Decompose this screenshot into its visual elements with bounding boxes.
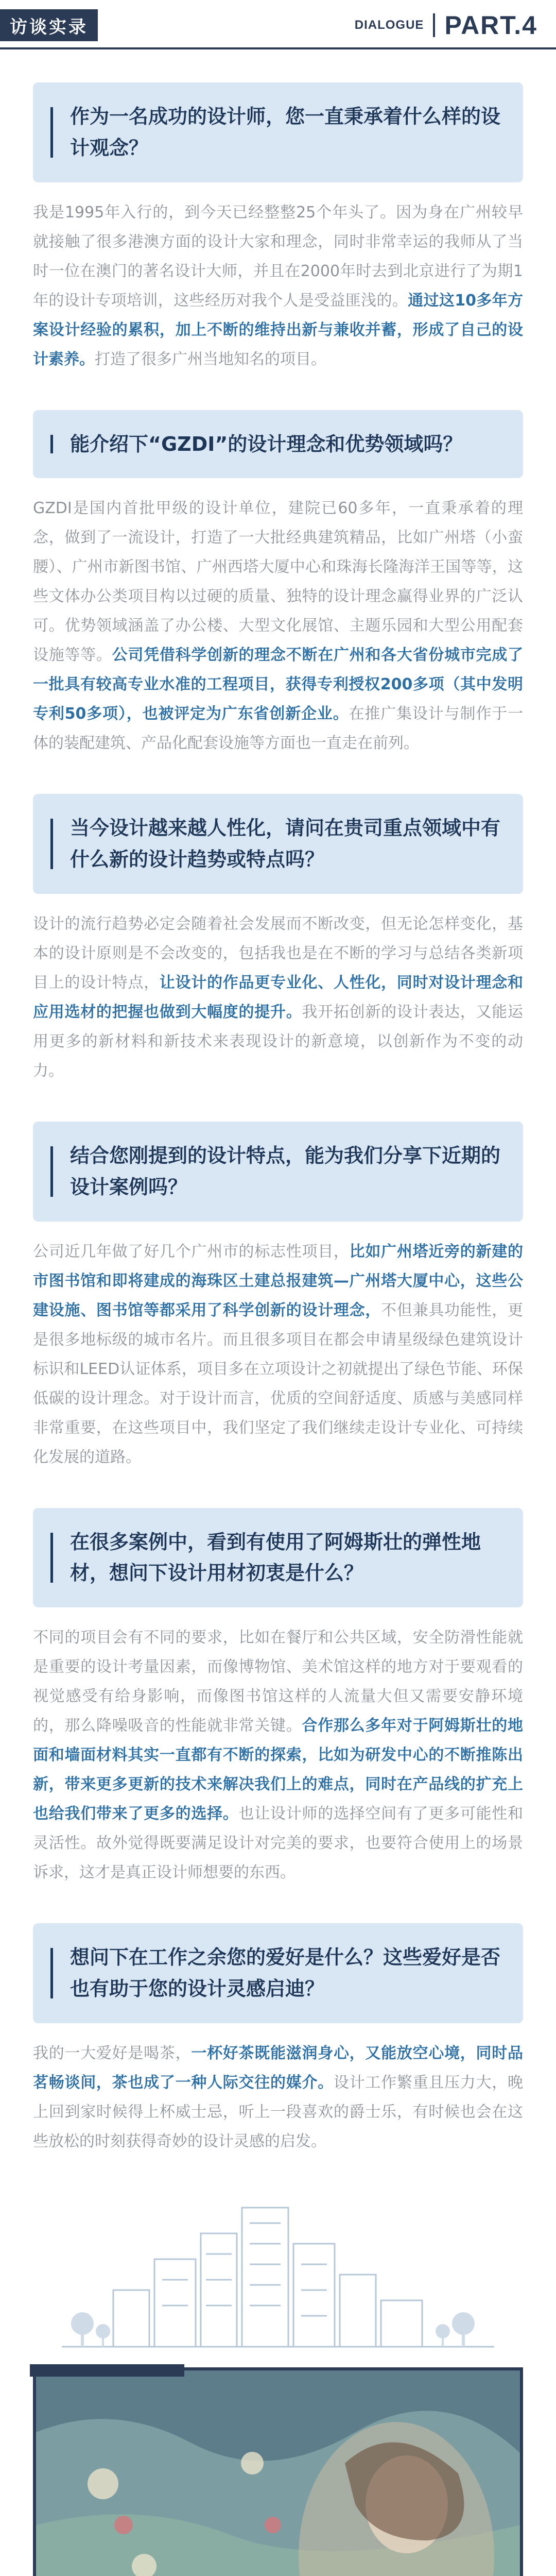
answer-segment: 在推广集设计与制作于一体的装配建筑、产品化配套设施等方面也一直走在前列。 (33, 705, 524, 753)
answer-segment: 不但兼具功能性，更是很多地标级的城市名片。而且很多项目在都会申请星级绿色建筑设计标识和LEED认证体系，项目多在立项设计之初就提出了绿色节能、环保低碳的设计理念。对于设计而言，优质的空间舒适度、质感与美感同样非常重要，在这些项目中，我们坚定了我们继续走设计专业化、可持续化发展的道路。 (33, 1301, 524, 1466)
qa-block (33, 1122, 523, 1472)
question-box (33, 1122, 523, 1222)
question-box (33, 1508, 523, 1608)
section-part-number: PART.4 (444, 11, 537, 40)
skyline-icon (0, 2177, 556, 2362)
answer-text (33, 198, 523, 374)
answer-highlight: 一杯好茶既能滋润身心，又能放空心境，同时品茗畅谈间，茶也成了一种人际交往的媒介。 (33, 2044, 524, 2092)
section-header (0, 0, 556, 49)
question-box (33, 82, 523, 182)
qa-block (33, 794, 523, 1086)
question-text: 在很多案例中，看到有使用了阿姆斯壮的弹性地材，想问下设计用材初衷是什么？ (70, 1530, 481, 1585)
section-subtitle: DIALOGUE (354, 18, 424, 32)
qa-block (33, 1923, 523, 2156)
answer-segment: 我开拓创新的设计表达，又能运用更多的新材料和新技术来表现设计的新意境，以创新作为不变的动力。 (33, 1003, 524, 1080)
answer-highlight: 让设计的作品更专业化、人性化，同时对设计理念和应用选材的把握也做到大幅度的提升。 (33, 973, 524, 1021)
question-box (33, 410, 523, 479)
answer-segment: 不同的项目会有不同的要求，比如在餐厅和公共区域，安全防滑性能就是重要的设计考量因素，而像博物馆、美术馆这样的地方对于要观看的视觉感受有给身影响，而像图书馆这样的人流量大但又需要安静环境的，那么降噪吸音的性能就非常关键。 (33, 1629, 523, 1735)
answer-highlight: 比如广州塔近旁的新建的市图书馆和即将建成的海珠区土建总报建筑—广州塔大厦中心，这些公建设施、图书馆等都采用了科学创新的设计理念， (33, 1242, 524, 1319)
answer-segment: 设计工作繁重且压力大，晚上回到家时候得上杯威士忌，听上一段喜欢的爵士乐，有时候也会在这些放松的时刻获得奇妙的设计灵感的启发。 (33, 2073, 524, 2150)
section-tab: 访谈实录 (0, 9, 98, 41)
qa-block (33, 82, 523, 374)
answer-text (33, 909, 523, 1086)
question-text: 想问下在工作之余您的爱好是什么？这些爱好是否也有助于您的设计灵感启迪？ (70, 1946, 501, 2000)
answer-segment: 也让设计师的选择空间有了更多可能性和灵活性。故外觉得既要满足设计对完美的要求，也要符合使用上的场景诉求，这才是真正设计师想要的东西。 (33, 1805, 524, 1882)
qa-block (33, 410, 523, 758)
question-text: 作为一名成功的设计师，您一直秉承着什么样的设计观念？ (70, 105, 501, 159)
answer-text (33, 494, 523, 758)
question-box (33, 1923, 523, 2023)
qa-content (0, 82, 556, 2156)
answer-segment: 打造了很多广州当地知名的项目。 (95, 350, 326, 368)
answer-highlight: 通过这10多年方案设计经验的累积，加上不断的维持出新与兼收并蓄，形成了自己的设计素养。 (33, 291, 524, 368)
portrait-illustration-icon (36, 2370, 520, 2576)
question-text: 当今设计越来越人性化，请问在贵司重点领域中有什么新的设计趋势或特点吗？ (70, 817, 501, 871)
photo-frame (33, 2367, 523, 2576)
answer-segment: 设计的流行趋势必定会随着社会发展而不断改变，但无论怎样变化，基本的设计原则是不会改变的，包括我也是在不断的学习与总结各类新项目上的设计特点， (33, 914, 523, 992)
answer-text (33, 1623, 523, 1887)
header-right (355, 10, 537, 40)
photo-corner-deco (30, 2364, 184, 2377)
answer-text (33, 2039, 523, 2156)
question-text: 结合您刚提到的设计特点，能为我们分享下近期的设计案例吗？ (70, 1144, 501, 1198)
answer-highlight: 合作那么多年对于阿姆斯壮的地面和墙面材料其实一直都有不断的探索，比如为研发中心的不断推陈出新，带来更多更新的技术来解决我们上的难点，同时在产品线的扩充上也给我们带来了更多的选择。 (33, 1717, 524, 1823)
question-text: 能介绍下“GZDI”的设计理念和优势领域吗？ (70, 432, 463, 455)
city-skyline-illustration (0, 2177, 556, 2362)
designer-photo (33, 2367, 523, 2576)
answer-highlight: 公司凭借科学创新的理念不断在广州和各大省份城市完成了一批具有较高专业水准的工程项目，获得专利授权200多项（其中发明专利50多项），也被评定为广东省创新企业。 (33, 646, 524, 723)
answer-segment: GZDI是国内首批甲级的设计单位，建院已60多年，一直秉承着的理念，做到了一流设计，打造了一大批经典建筑精品，比如广州塔（小蛮腰）、广州市新图书馆、广州西塔大厦中心和珠海长隆海洋王国等等，这些文体办公类项目构以过硬的质量、独特的设计理念赢得业界的广泛认可。优势领域涵盖了办公楼、大型文化展馆、主题乐园和大型公用配套设施等等。 (33, 499, 523, 665)
question-box (33, 794, 523, 894)
answer-segment: 我的一大爱好是喝茶， (33, 2044, 192, 2062)
answer-text (33, 1237, 523, 1472)
answer-segment: 我是1995年入行的，到今天已经整整25个年头了。因为身在广州较早就接触了很多港澳方面的设计大家和理念，同时非常幸运的我师从了当时一位在澳门的著名设计大师，并且在2000年时去到北京进行了为期1年的设计专项培训，这些经历对我个人是受益匪浅的。 (33, 203, 523, 310)
answer-segment: 公司近几年做了好几个广州市的标志性项目， (33, 1242, 350, 1261)
qa-block (33, 1508, 523, 1888)
header-divider (433, 13, 435, 37)
